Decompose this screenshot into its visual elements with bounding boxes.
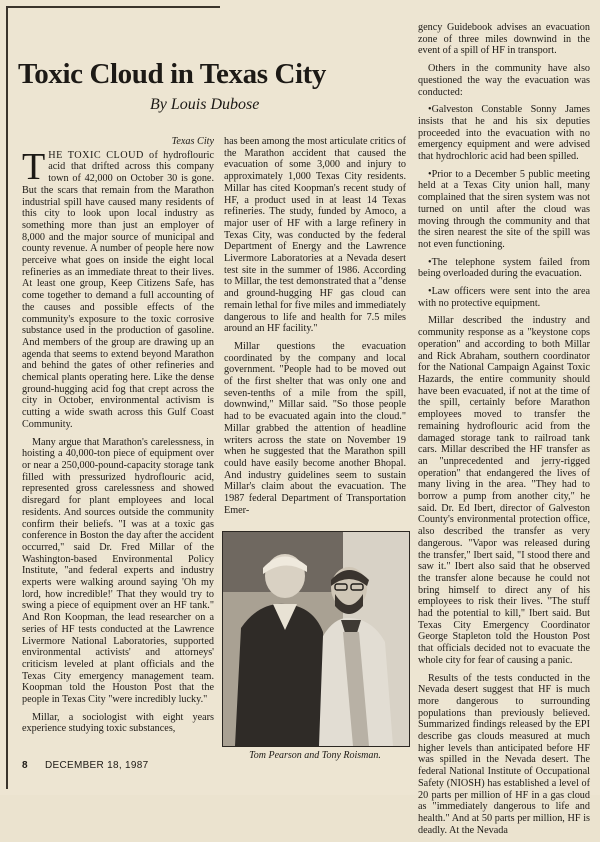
article-column-3 xyxy=(418,22,590,842)
paragraph: Many argue that Marathon's carelessness, in hoisting a 40,000-ton piece of equipment over or near a 250,000-pound-capacity storage tank filled with pressurized hydroflouric acid, represented gross carelessness and showed disregard for plant employees and local residents. And sources outside the community confirm their beliefs. "I was at a toxic gas conference in Boston the day after the accident occurred," said Dr. Fred Millar of the Washington-based Environmental Policy Institute, "and federal experts and industry experts were walking around saying 'Oh my lord, how incredible!' That they would try to swing a piece of equipment over an HF tank." And Ron Koopman, the lead researcher on a series of HF tests conducted at the Lawrence Livermore National Laboratories, supported environmental activists' and attorneys' criticism leveled at plant officials and the Texas City emergency management team. Koopman told the Houston Post that the people in Texas City "were incredibly lucky." xyxy=(22,436,214,706)
issue-date: DECEMBER 18, 1987 xyxy=(44,760,149,771)
article-title: Toxic Cloud in Texas City xyxy=(18,58,327,90)
drop-cap: T xyxy=(22,145,46,188)
photograph xyxy=(222,531,410,747)
paragraph: Millar questions the evacuation coordinated by the company and local government. "People had to be moved out of the first shelter that was only one and seven-tenths of a mile from the spill, downwind," Millar said. "So those people had to be evacuated again into the cloud." Millar grabbed the attention of headline writers across the state on November 19 when he suggested that the Marathon spill could have easily become another Bhopal. And industry guidelines seem to sustain Millar's claim about the evacuation. The 1987 federal Department of Transportation Emer- xyxy=(224,340,406,516)
article-column-2 xyxy=(224,136,406,523)
paragraph-text: hydroflouric acid that drifted across this company town of 42,000 on October 30 is gone. But the scars that remain from the Marathon industrial spill have caused many residents of this city to look upon local industry as something more than just an employer of 8,000 and the major source of municipal and county revenue. A number of people here now perceive what goes on inside the eight local refineries as an immediate threat to their lives. At least one group, Keep Citizens Safe, has come together to demand a full accounting of the causes and possible effects of the community's exposure to the toxic corrosive substance used in the production of gasoline. And members of the group are drawing up an agenda that seems to extend beyond Marathon and behind the gates of other refineries and chemical plants operating here. Like the dense ground-hugging acid fog that crept across the city in October, environmental activism is cutting a wide swath across this Gulf Coast Community. xyxy=(22,149,214,430)
photo-caption: Tom Pearson and Tony Roisman. xyxy=(249,750,381,761)
page-border-top xyxy=(6,6,220,8)
dateline: Texas City xyxy=(171,136,214,147)
paragraph: Millar described the industry and community response as a "keystone cops operation" and according to both Millar and Rick Abraham, southern coordinator for the National Campaign Against Toxic Hazards, the entire community should have been evacuated, if not at the time of the spill, certainly before Marathon employees moved to transfer the remaining hydroflouric acid from the damaged storage tank to railroad tank cars. Millar described the HF transfer as an "unprecedented and jerry-rigged operation" that endangered the lives of many living in the area. "They had to borrow a pump from another city," he said. Dr. Ed Ibert, director of Galveston County's environmental protection office, also described the transfer as very dangerous. "Vapor was released during the transfer," Ibert said, "I stood there and saw it." Ibert also said that he observed the transfer alone because he could not bring himself to direct any of his employees to risk their lives. "The stuff had the potential to kill," Ibert said. But Texas City Emergency Coordinator George Stapleton told the Houston Post that officials decided not to evacuate the whole city for fear of causing a panic. xyxy=(418,315,590,666)
bullet-paragraph: •Prior to a December 5 public meeting held at a Texas City union hall, many complained that the siren system was not turned on until after the cloud was moving through the community and that the siren nearest the site of the spill was not even functioning. xyxy=(418,168,590,250)
lead-paragraph xyxy=(22,145,214,431)
page-number: 8 xyxy=(22,760,28,771)
photograph-image xyxy=(223,532,409,746)
paragraph: has been among the most articulate critics of the Marathon accident that caused the evacuation of some 3,000 and injury to approximately 1,000 Texas City residents. Millar has cited Koopman's recent study of HF, a product used in at least 14 Texas refineries. The study, funded by Amoco, a major user of HF with a large refinery in Texas City, was conducted by the federal Department of Energy and the Lawrence Livermore Laboratories at a Nevada desert test site in the summer of 1986. According to Millar, the test demonstrated that a "dense and ground-hugging HF gas cloud can remain lethal for five miles and immediately dangerous to life and health for 7.5 miles around an HF facility." xyxy=(224,136,406,335)
page-border-left xyxy=(6,6,8,789)
paragraph: Millar, a sociologist with eight years experience studying toxic substances, xyxy=(22,711,214,735)
bullet-paragraph: •The telephone system failed from being overloaded during the evacuation. xyxy=(418,256,590,280)
article-column-1 xyxy=(22,136,214,741)
lead-smallcaps: HE TOXIC CLOUD of xyxy=(48,149,159,161)
page-footer xyxy=(22,760,148,771)
paragraph: Others in the community have also questioned the way the evacuation was conducted: xyxy=(418,63,590,98)
paragraph: Results of the tests conducted in the Nevada desert suggest that HF is much more dangerous to surrounding populations than previously believed. Summarized findings released by the EPI describe gas clouds measured at much higher levels than anticipated before HF was spilled in the Nevada desert. The federal National Institute of Occupational Safety (NIOSH) has established a level of 20 parts per million of HF in a gas cloud as "immediately dangerous to life and health." And at 50 parts per million, HF is deadly. At the Nevada xyxy=(418,672,590,836)
bullet-paragraph: •Galveston Constable Sonny James insists that he and his six deputies proceeded into the evacuation with no emergency equipment and were advised that hydrochloric acid had been spilled. xyxy=(418,104,590,163)
bullet-paragraph: •Law officers were sent into the area with no protective equipment. xyxy=(418,286,590,309)
paragraph: gency Guidebook advises an evacuation zone of three miles downwind in the event of a spill of HF in transport. xyxy=(418,22,590,57)
article-byline: By Louis Dubose xyxy=(150,96,260,113)
